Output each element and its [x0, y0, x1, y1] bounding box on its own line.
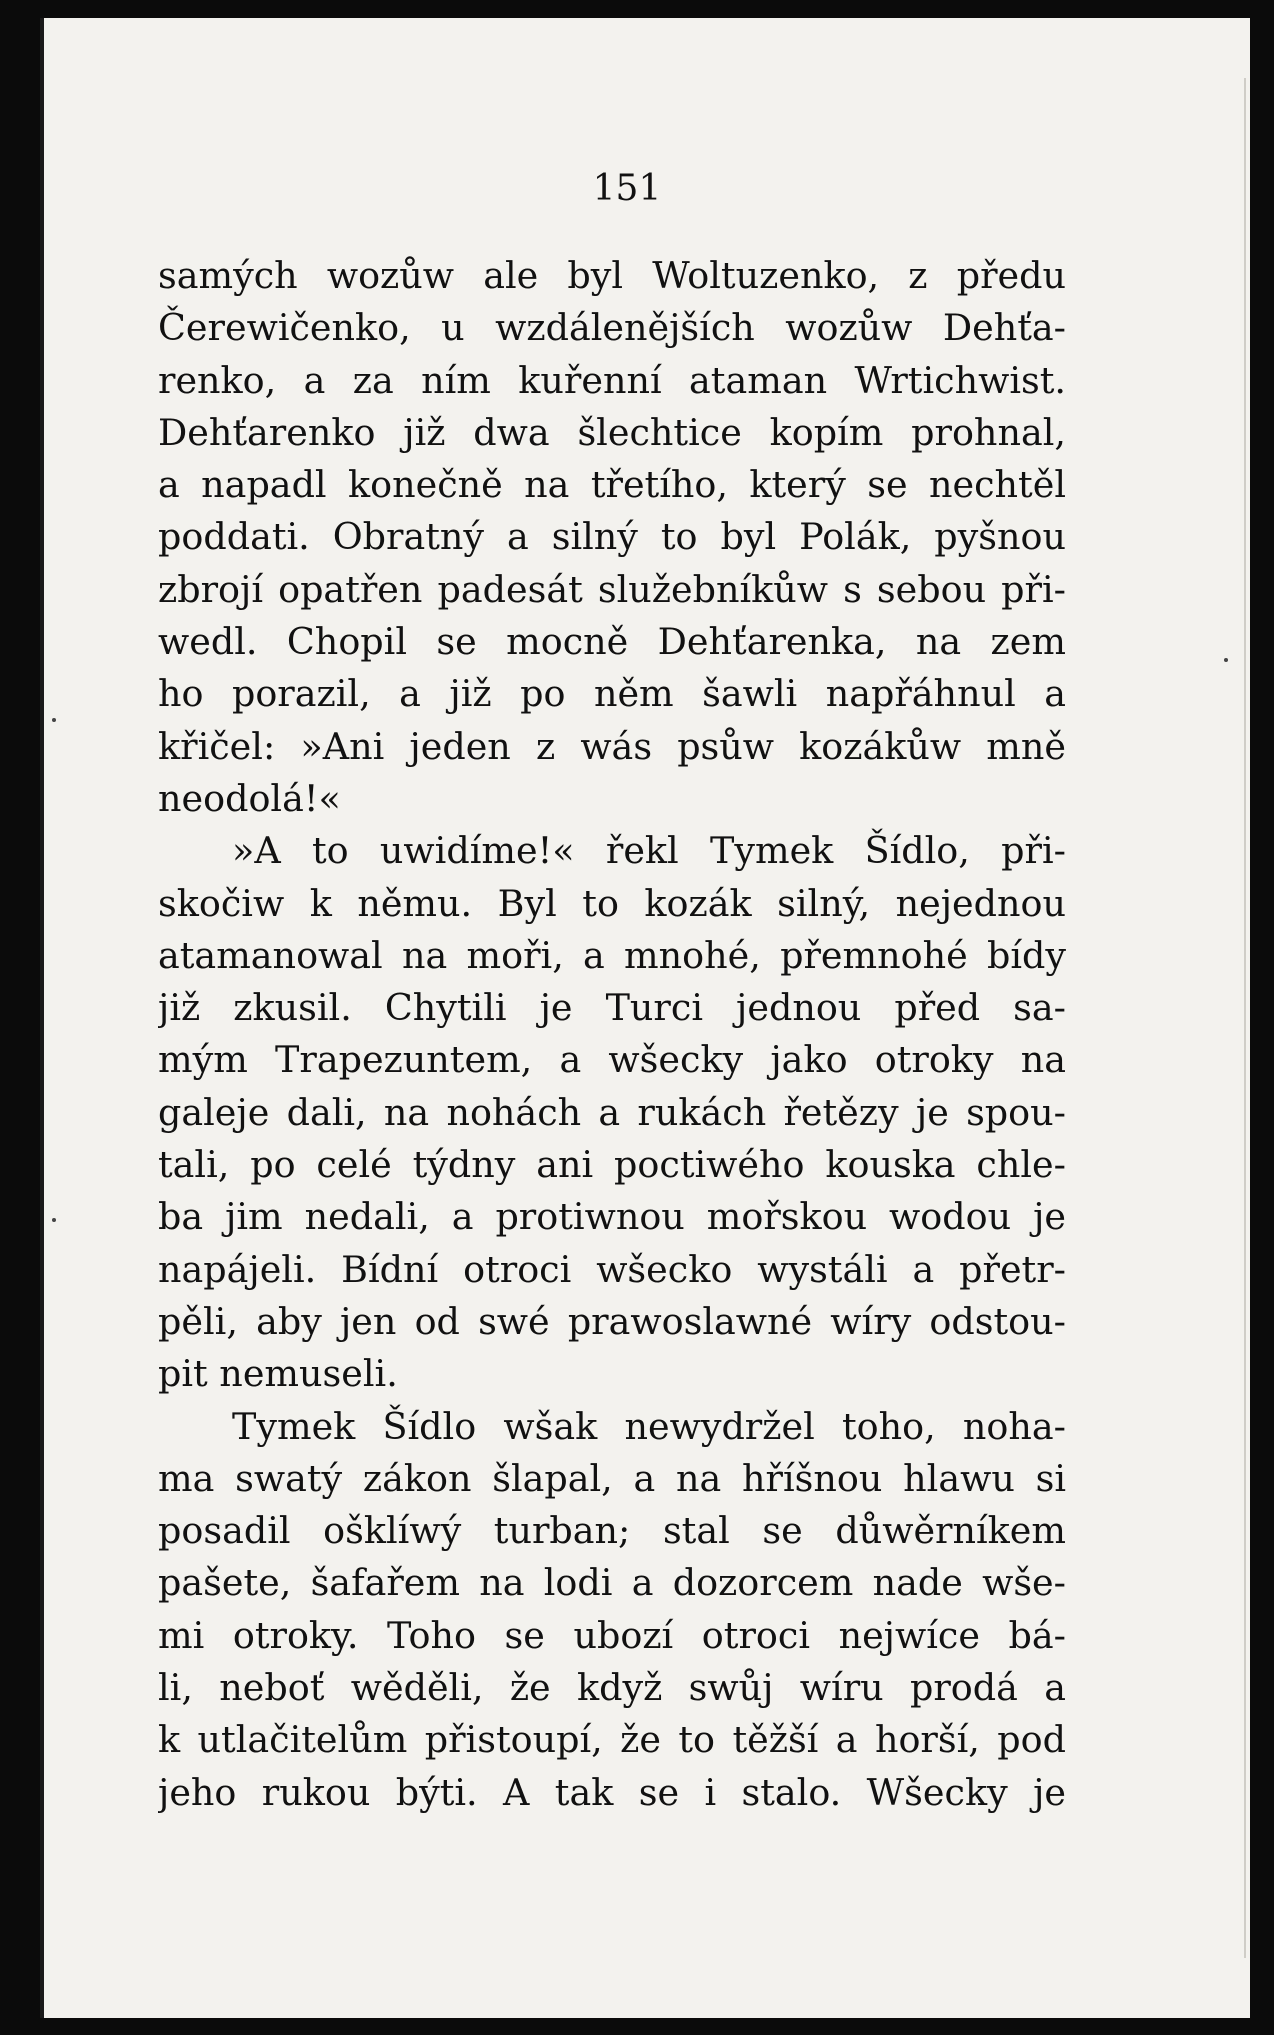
text-line: li, neboť wěděli, že když swůj wíru prodá a	[158, 1666, 1066, 1710]
book-page	[40, 18, 1250, 2018]
text-line: tali, po celé týdny ani poctiwého kouska chle-	[158, 1143, 1066, 1187]
text-line: neodolá!«	[158, 776, 341, 820]
text-line: Tymek Šídlo wšak newydržel toho, noha-	[232, 1404, 1066, 1448]
text-line: posadil ošklíwý turban; stal se důwěrníkem	[158, 1509, 1066, 1553]
page-edge-line	[1244, 78, 1246, 1958]
text-line: křičel: »Ani jeden z wás psůw kozákůw mně	[158, 724, 1066, 768]
text-line: k utlačitelům přistoupí, že to těžší a horší, pod	[158, 1718, 1066, 1762]
text-line: již zkusil. Chytili je Turci jednou před sa-	[158, 986, 1066, 1030]
text-line: samých wozůw ale byl Woltuzenko, z předu	[158, 254, 1066, 297]
text-line: Dehťarenko již dwa šlechtice kopím prohnal,	[158, 410, 1066, 454]
text-line: zbrojí opatřen padesát služebníkůw s sebou při-	[158, 567, 1066, 611]
text-line: pašete, šafařem na lodi a dozorcem nade wše-	[158, 1561, 1066, 1605]
text-line: pit nemuseli.	[158, 1352, 398, 1396]
text-line: jeho rukou býti. A tak se i stalo. Wšecky je	[158, 1770, 1066, 1814]
body-text	[158, 250, 1066, 1819]
text-line: wedl. Chopil se mocně Dehťarenka, na zem	[158, 620, 1066, 664]
dust-speck	[52, 1218, 56, 1222]
text-line: galeje dali, na nohách a rukách řetězy je spou-	[158, 1090, 1066, 1134]
page-number: 151	[592, 168, 662, 209]
text-line: mým Trapezuntem, a wšecky jako otroky na	[158, 1038, 1066, 1082]
dust-speck	[52, 718, 56, 722]
dust-speck	[1224, 658, 1228, 662]
text-line: atamanowal na moři, a mnohé, přemnohé bídy	[158, 933, 1066, 977]
text-line: a napadl konečně na třetího, který se nechtěl	[158, 463, 1066, 507]
text-line: pěli, aby jen od swé prawoslawné wíry odstou-	[158, 1299, 1066, 1343]
text-line: mi otroky. Toho se ubozí otroci nejwíce bá-	[158, 1613, 1066, 1657]
text-line: napájeli. Bídní otroci wšecko wystáli a přetr-	[158, 1247, 1066, 1291]
text-line: ma swatý zákon šlapal, a na hříšnou hlawu si	[158, 1456, 1066, 1500]
text-line: ba jim nedali, a protiwnou mořskou wodou je	[158, 1195, 1066, 1239]
text-line: »A to uwidíme!« řekl Tymek Šídlo, při-	[232, 829, 1066, 873]
text-line: renko, a za ním kuřenní ataman Wrtichwist.	[158, 358, 1066, 402]
text-line: ho porazil, a již po něm šawli napřáhnul a	[158, 672, 1066, 716]
text-line: Čerewičenko, u wzdálenějších wozůw Dehťa-	[158, 306, 1066, 350]
text-line: skočiw k němu. Byl to kozák silný, nejednou	[158, 881, 1066, 925]
text-line: poddati. Obratný a silný to byl Polák, pyšnou	[158, 515, 1066, 559]
